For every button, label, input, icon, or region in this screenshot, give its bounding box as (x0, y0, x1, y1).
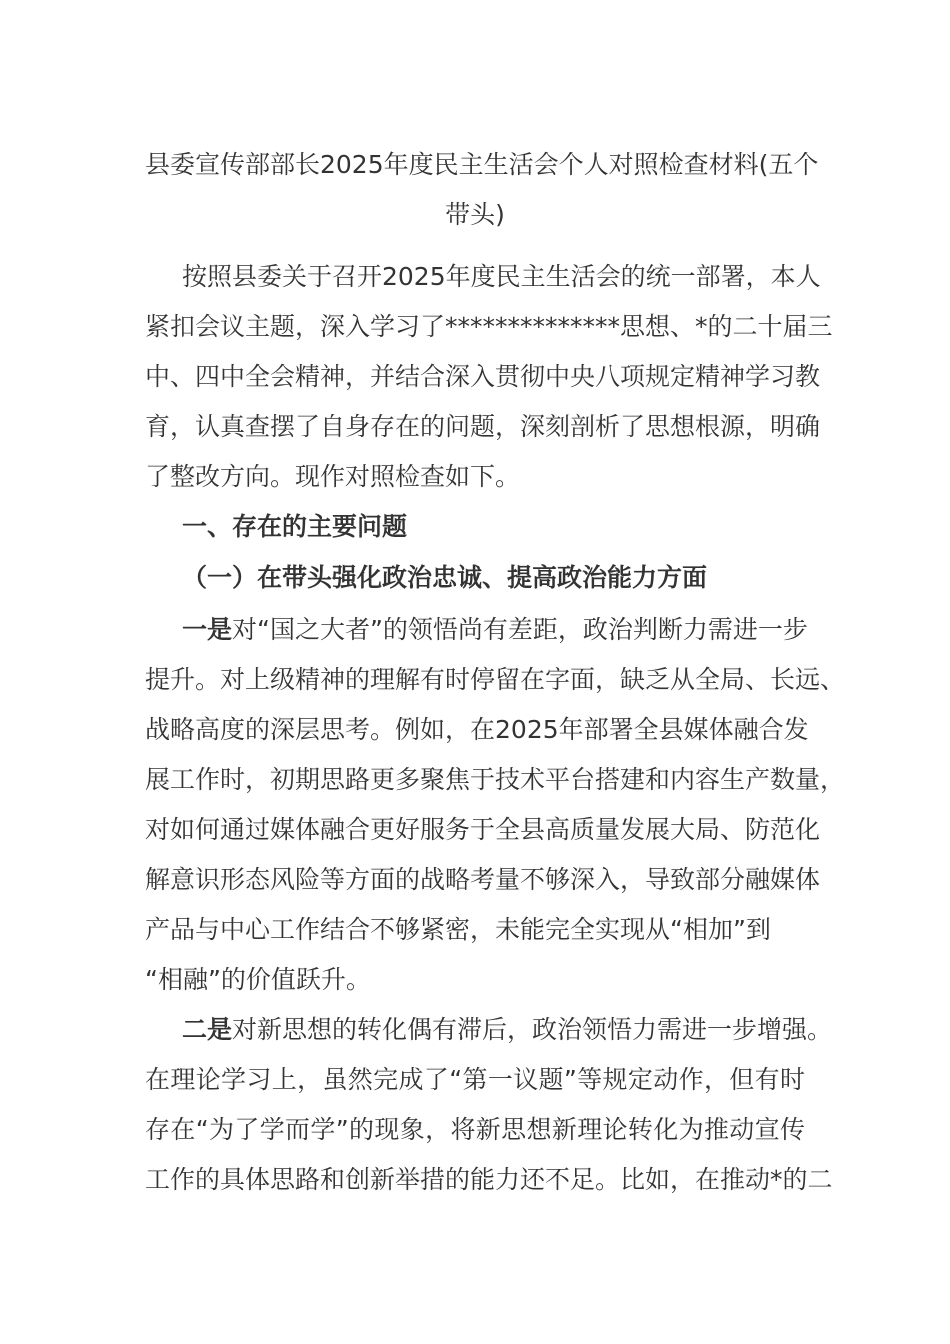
point2-line: 在理论学习上，虽然完成了“第一议题”等规定动作，但有时 (145, 1065, 805, 1094)
intro-line: 了整改方向。现作对照检查如下。 (145, 462, 521, 491)
point1-line: 解意识形态风险等方面的战略考量不够深入，导致部分融媒体 (145, 865, 821, 894)
subsection-heading: （一）在带头强化政治忠诚、提高政治能力方面 (182, 563, 708, 592)
intro-line: 紧扣会议主题，深入学习了**************思想、*的二十届三 (145, 312, 833, 341)
point1-line (182, 610, 808, 650)
point1-line: “相融”的价值跃升。 (145, 965, 371, 994)
point1-line: 产品与中心工作结合不够紧密，未能完全实现从“相加”到 (145, 915, 771, 944)
document-title-line-1: 县委宣传部部长2025年度民主生活会个人对照检查材料(五个 (145, 150, 819, 179)
point2-line (182, 1010, 833, 1050)
point2-lead: 二是 (182, 1015, 233, 1044)
point1-lead: 一是 (182, 615, 233, 644)
point1-line: 对如何通过媒体融合更好服务于全县高质量发展大局、防范化 (145, 815, 821, 844)
intro-line: 中、四中全会精神，并结合深入贯彻中央八项规定精神学习教 (145, 362, 821, 391)
document-title-line-2: 带头) (445, 200, 505, 229)
section-heading: 一、存在的主要问题 (182, 512, 408, 541)
intro-line: 育，认真查摆了自身存在的问题，深刻剖析了思想根源，明确 (145, 412, 821, 441)
point2-line: 工作的具体思路和创新举措的能力还不足。比如，在推动*的二 (145, 1165, 833, 1194)
point1-line: 展工作时，初期思路更多聚焦于技术平台搭建和内容生产数量， (145, 765, 846, 794)
point1-text: 对“国之大者”的领悟尚有差距，政治判断力需进一步 (232, 615, 808, 644)
intro-line: 按照县委关于召开2025年度民主生活会的统一部署，本人 (182, 262, 821, 291)
point1-line: 战略高度的深层思考。例如，在2025年部署全县媒体融合发 (145, 715, 809, 744)
point1-line: 提升。对上级精神的理解有时停留在字面，缺乏从全局、长远、 (145, 665, 846, 694)
point2-line: 存在“为了学而学”的现象，将新思想新理论转化为推动宣传 (145, 1115, 805, 1144)
point2-text: 对新思想的转化偶有滞后，政治领悟力需进一步增强。 (232, 1015, 833, 1044)
